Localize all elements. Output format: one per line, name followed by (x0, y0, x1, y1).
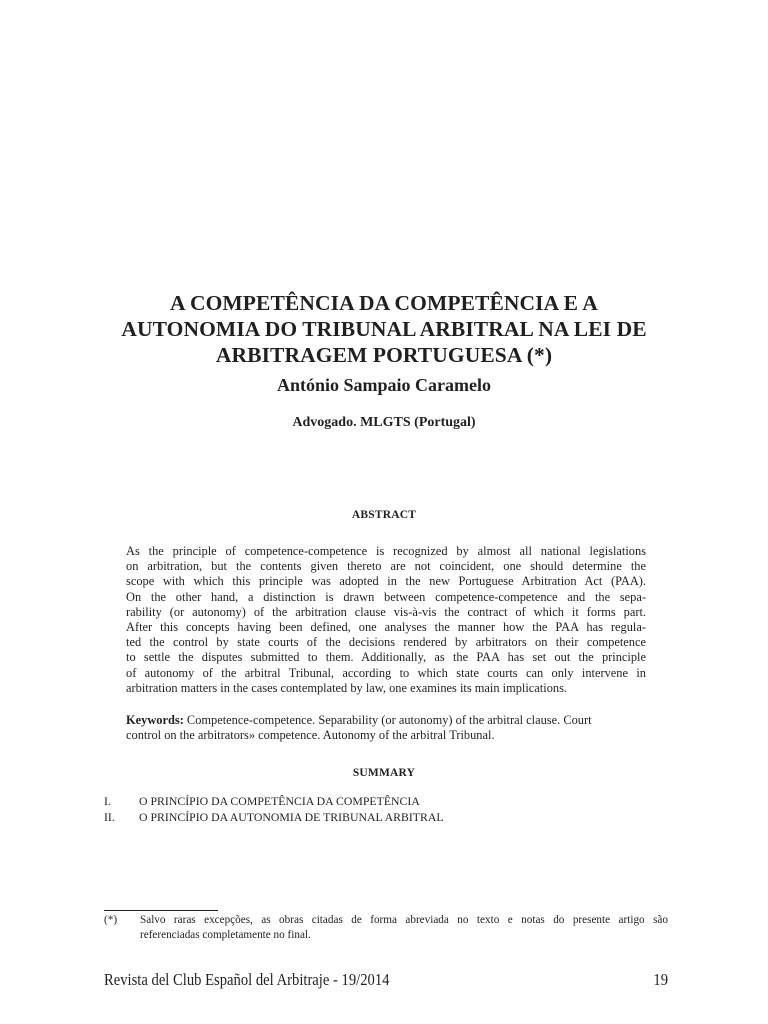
summary-item-text: O PRINCÍPIO DA AUTONOMIA DE TRIBUNAL ARBITRAL (139, 809, 444, 824)
abstract-line: On the other hand, a distinction is drawn between competence-competence and the sepa- (126, 589, 646, 604)
summary-item-text: O PRINCÍPIO DA COMPETÊNCIA DA COMPETÊNCIA (139, 794, 420, 808)
abstract-line: rability (or autonomy) of the arbitration clause vis-à-vis the contract of which it forms part. (126, 604, 646, 619)
keywords-line (126, 713, 646, 728)
title-line: ARBITRAGEM PORTUGUESA (*) (215, 343, 553, 367)
keywords-text: Competence-competence. Separability (or autonomy) of the arbitral clause. Court (183, 713, 592, 727)
keywords-line: control on the arbitrators» competence. Autonomy of the arbitral Tribunal. (126, 728, 495, 743)
abstract-line: scope with which this principle was adopted in the new Portuguese Arbitration Act (PAA). (126, 574, 646, 589)
summary-heading: SUMMARY (352, 767, 416, 779)
abstract-line: ted the control by state courts of the decisions rendered by arbitrators on their competence (126, 635, 646, 650)
keywords-paragraph (126, 713, 646, 743)
footnote-divider (104, 910, 218, 911)
abstract-line: After this concepts having been defined, one analyses the manner how the PAA has regula- (126, 619, 646, 634)
article-title (60, 290, 708, 368)
keywords-label: Keywords: (126, 713, 184, 727)
footnote-marker: (*) (104, 914, 118, 926)
abstract-body (126, 544, 646, 696)
abstract-line: arbitration matters in the cases contemplated by law, one examines its main implications. (126, 680, 568, 695)
title-line: A COMPETÊNCIA DA COMPETÊNCIA E A (170, 291, 598, 315)
page-number: 19 (653, 970, 668, 989)
summary-item-number: II. (104, 809, 115, 824)
abstract-line: to settle the disputes submitted to them. Additionally, as the PAA has set out the principle (126, 650, 646, 665)
abstract-heading: ABSTRACT (351, 509, 417, 521)
abstract-line: of autonomy of the arbitral Tribunal, according to which state courts can only intervene in (126, 665, 646, 680)
summary-list (104, 794, 444, 825)
footnote (104, 913, 668, 943)
author-affiliation: Advogado. MLGTS (Portugal) (292, 415, 476, 430)
footnote-text (140, 913, 668, 943)
summary-item (104, 810, 444, 826)
abstract-line: As the principle of competence-competence is recognized by almost all national legislations (126, 544, 646, 558)
summary-item (104, 794, 444, 810)
journal-footer: Revista del Club Español del Arbitraje - 19/2014 (104, 970, 390, 989)
footnote-line: referenciadas completamente no final. (140, 929, 311, 941)
title-line: AUTONOMIA DO TRIBUNAL ARBITRAL NA LEI DE (121, 317, 647, 341)
author-name: António Sampaio Caramelo (276, 375, 491, 395)
footnote-line: Salvo raras excepções, as obras citadas de forma abreviada no texto e notas do presente artigo são (140, 914, 668, 926)
summary-item-number: I. (104, 794, 111, 808)
abstract-line: on arbitration, but the contents given thereto are not coincident, one should determine the (126, 559, 646, 574)
